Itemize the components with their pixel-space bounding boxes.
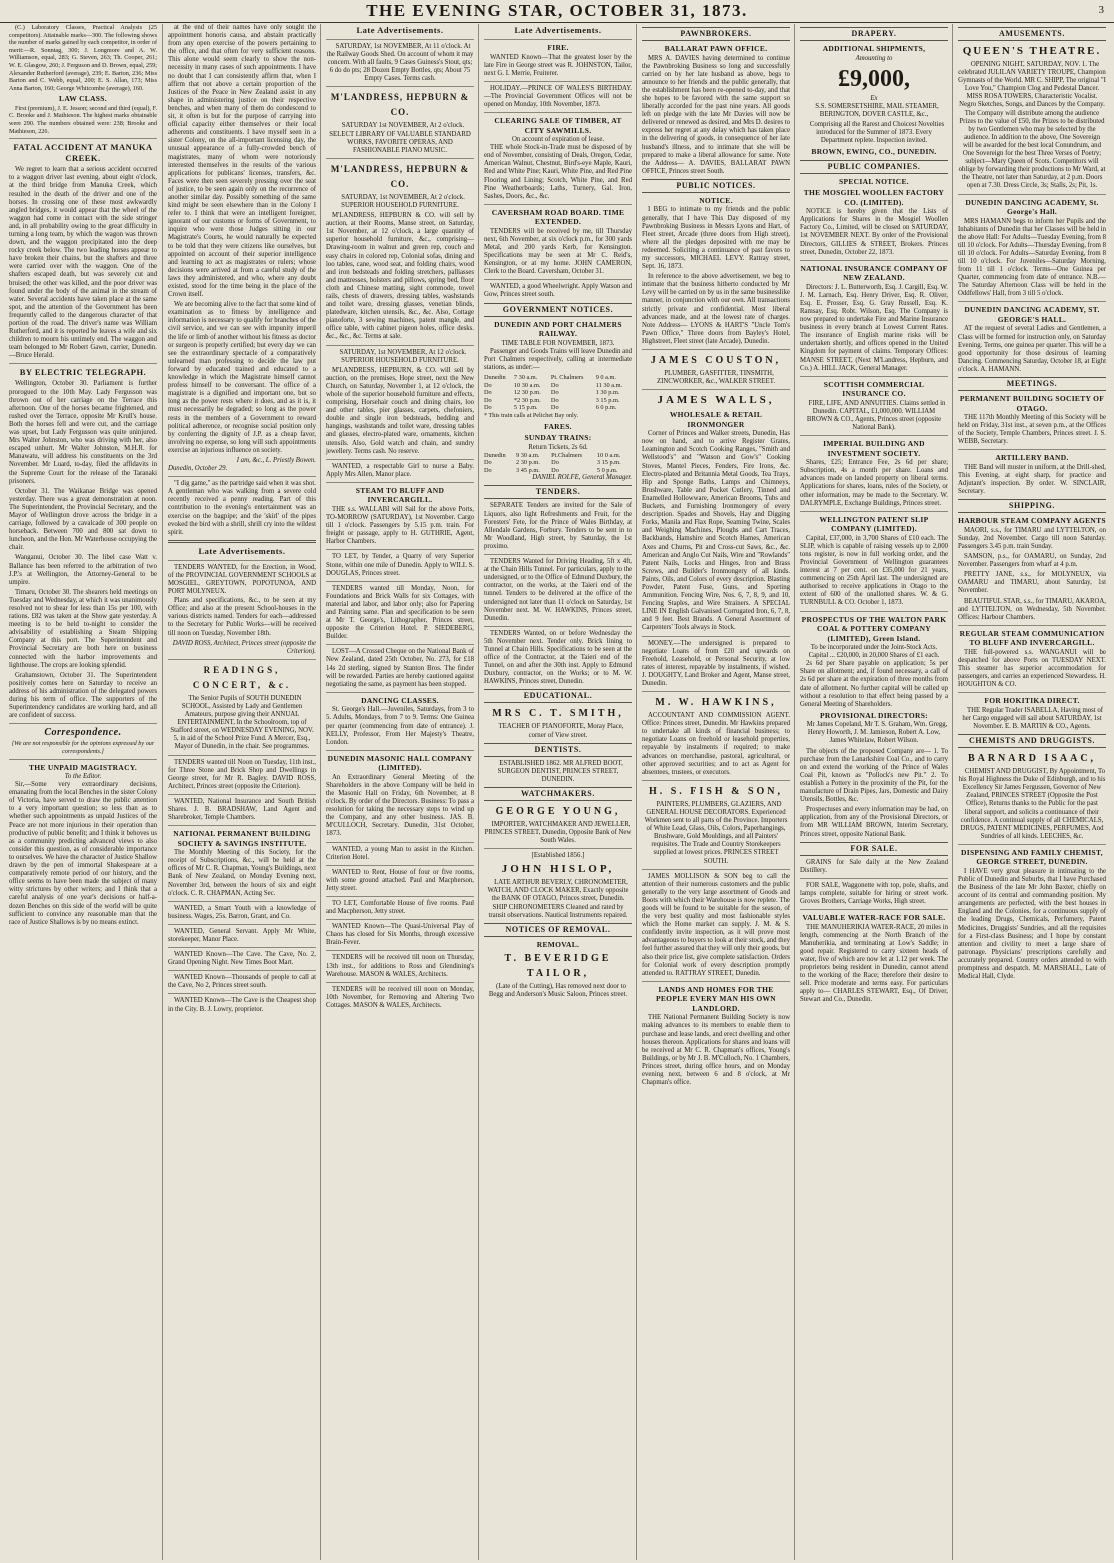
george-young-text: IMPORTER, WATCHMAKER AND JEWELLER, PRINCES STREET, Dunedin, Opposite Bank of New South Wales.: [484, 820, 632, 845]
hokitika-text: THE Regular Trader ISABELLA, Having most of her Cargo engaged will sail about SATURDAY, 1st November. E. B. MARTIN & CO., Agents.: [962, 706, 1104, 730]
drapery-heading: DRAPERY.: [800, 27, 948, 41]
fares-heading: FARES.: [544, 421, 572, 431]
timetable-cell: Do: [484, 466, 492, 474]
timetable-cell: 7 30 a.m.: [513, 373, 538, 381]
walton-objects-2: Prospectuses and every information may be had, on application, from any of the Provisional Directors, or from MR WILLIAM BROWN, Interim Secretary, Princes street, opposite National Bank.: [800, 806, 948, 838]
timetable-cell: 10 0 a.m.: [596, 451, 621, 459]
brown-ewing-signature: BROWN, EWING, CO., DUNEDIN.: [811, 147, 937, 157]
fish-heading: H. S. FISH & SON,: [648, 785, 784, 797]
walton-sub: To be incorporated under the Joint-Stock Acts.: [810, 644, 938, 652]
scottish-text: FIRE, LIFE, AND ANNUITIES. Claims settled in Dunedin. CAPITAL, £1,000,000. WILLIAM BROWN & CO., Agents, Princes street (opposite National Bank).: [806, 399, 946, 432]
cave-ad-3: WANTED Known—The Cave is the Cheapest shop in the City. B. J. Lowry, proprietor.: [168, 997, 316, 1013]
railway-text: Passenger and Goods Trains will leave Dunedin and Port Chalmers respectively, calling at intermediate stations, as under:—: [484, 347, 632, 371]
cave-ad-1: WANTED Known—The Cave. The Cave, No. 2, Grand Opening Night. New Times Boot Mart.: [168, 951, 316, 967]
couston-text: PLUMBER, GASFITTER, TINSMITH, ZINCWORKER, &c., WALKER STREET.: [656, 370, 776, 386]
timetable-row: [484, 382, 632, 390]
shipment-text: Comprising all the Rarest and Choicest Novelties introduced for the Summer of 1873. Every Department replete. Inspection invited.: [809, 120, 945, 145]
railway-note: * This train calls at Pelichet Bay only.: [484, 411, 578, 419]
dentist-text: ESTABLISHED 1862. MR ALFRED BOOT, SURGEON DENTIST, PRINCES STREET, DUNEDIN.: [497, 759, 623, 783]
timetable-row: [484, 467, 632, 475]
partridge-quote: "I dig game," as the partridge said when it was shot. A gentleman who was walking from a severe cold recently received a penny reading. Part of this contribution to the evening's entertainment was an exercise on the bagpipe; and the 'skirl' of the pipes evoked the bird with a shrill, shrill cry into the wildest spirit.: [168, 480, 316, 536]
amounting-to: Amounting to: [855, 54, 893, 62]
dancing-academy-2-text: AT the request of several Ladies and Gentlemen, a Class will be formed for instruction only, on Saturday Evening. Terms, one guinea per quarter. This will be a good opportunity for those desirous of learning Dancing. Commencing Saturday, October 18, at Eight o'clock. A. HAMANN.: [958, 325, 1106, 373]
ship-names: S.S. SOMERSETSHIRE, MAIL STEAMER, BERINGTON, DOVER CASTLE, &c.,: [815, 102, 939, 118]
ross-glendining-ad: TENDERS will be received till noon on Thursday, 13th inst., for additions to Ross and Glendining's Warehouse. MASON & WALES, Architects.: [326, 954, 474, 978]
telegraph-wellington: Wellington, October 30. Parliament is further prorogued to the 10th May. Lady Fergusson was thrown out of her carriage on the Terrace this afternoon. One of the horses became frightened, and rushed over the Terrace, opposite Mr Krull's house. Both the horses fell and were cut, and the carriage was upset, but Lady Fergusson was quite uninjured. Mrs Walter Johnston, who was driving with her, also escaped unhurt. Mr Walter Johnston, M.H.R. for Manawatu, will address his constituents on the 3rd November. Mr Luard, to-day, filed the affidavits in the Supreme Court for the release of the Taranaki prisoners.: [9, 380, 157, 485]
meetings-heading: MEETINGS.: [958, 377, 1106, 391]
timetable-cell: 11 30 a.m.: [595, 381, 623, 389]
walton-capital: Capital ... £20,000, in 20,000 Shares of £1 each.: [808, 652, 940, 660]
timetable-cell: 12 30 p.m.: [513, 389, 541, 397]
mlandress-furniture-heading: SATURDAY, 1st NOVEMBER, At 2 o'clock. SUPERIOR HOUSEHOLD FURNITURE.: [341, 193, 465, 209]
special-notice-heading: SPECIAL NOTICE.: [839, 176, 909, 186]
fish-text: PAINTERS, PLUMBERS, GLAZIERS, AND GENERAL HOUSE DECORATORS. Experienced Workmen sent to all parts of the Province. Importers of White Lead, Glass, Oils, Colors, Paperhangings, Brushware, Gold Mouldings, and all Painters' requisites. The Trade and Country Storekeepers supplied at lowest prices. PRINCES STREET SOUTH.: [644, 800, 788, 865]
hawkins-text: ACCOUNTANT AND COMMISSION AGENT. Office: Princes street, Dunedin. Mr Hawkins prepared to undertake all kinds of financial business; to negotiate Loans on freehold or leasehold properties, repayable by instalments if required; to make advances on merchandise, pastoral, agricultural, or other approved securities; and to act as Agent for absentees, trustees, or executors.: [642, 712, 790, 776]
insurance-shares-ad: WANTED, National Insurance and South British Shares. J. B. BRADSHAW, Land Agent and Sharebroker, Temple Chambers.: [168, 797, 316, 822]
page-number: 3: [1098, 4, 1104, 16]
timetable-cell: 5 15 p.m.: [513, 404, 538, 412]
george-young-heading: GEORGE YOUNG,: [495, 805, 621, 817]
railway-heading: DUNEDIN AND PORT CHALMERS RAILWAY.: [494, 319, 622, 339]
smith-heading: MRS C. T. SMITH,: [492, 708, 624, 720]
walls-subheading: WHOLESALE & RETAIL IRONMONGER: [669, 410, 763, 429]
cottages-tender-ad: TENDERS wanted till Monday, Noon, for Foundations and Brick Walls for six Cottages, with material and labor, and labor only; also for Papering and Painting same. Plan and specification to be seen at Mr T. George's, Lithographer, Princes street, opposite the Criterion Hotel. P. SIEDEBERG, Builder.: [326, 584, 474, 641]
railway-subheading: TIME TABLE FOR NOVEMBER, 1873.: [501, 339, 615, 347]
railway-timetable: [484, 374, 632, 412]
masonic-heading: DUNEDIN MASONIC HALL COMPANY (LIMITED).: [327, 753, 473, 773]
cave-ad-2: WANTED Known—Thousands of people to call at the Cave, No 2, Princes street south.: [168, 974, 316, 990]
hawkins-heading: M. W. HAWKINS,: [655, 697, 777, 709]
quarry-ad: TO LET, by Tender, a Quarry of very Superior Stone, within one mile of Dunedin. Apply to WILL S. DOUGLAS, Princes street.: [326, 553, 474, 577]
mlandress-hope-heading: SATURDAY, 1st NOVEMBER, At 12 o'clock. SUPERIOR HOUSEHOLD FURNITURE.: [339, 348, 467, 364]
removal-subheading: REMOVAL.: [536, 939, 580, 949]
provisional-directors-heading: PROVISIONAL DIRECTORS:: [820, 710, 928, 720]
pretty-jane-ad: PRETTY JANE, s.s., for MOLYNEUX, via OAMARU and TIMARU, about Saturday, 1st November.: [958, 571, 1106, 595]
mlandress-furniture-text: M'LANDRESS, HEPBURN & CO. will sell by auction, at their Rooms, Manse street, on Saturday, 1st November, at 12 o'clock, a large quantity of superior household furniture, &c., comprising— Drawing-room in walnut and green rep, couch and easy chairs in colored rep, Colonial sofas, dining and loo tables, cane, wood seat, and folding chairs, wood and iron bedsteads and folding stretchers, palliasses and mattresses, bolsters and pillows, spring bed, floor cloth and Chinese matting, sight commode, towel rails, chests of drawers, dressing tables, washstands and toilet ware, dressing glasses, venetian blinds, platedware, kitchen utensils, &c., &c. Also, Cottage pianoforte, 3 sewing machines, patent mangle, and office table, with cabinet pigeon holes, office desks. &c., &c., &c. Terms at sale.: [326, 212, 474, 341]
telegraph-timaru: Timaru, October 30. The shearers held meetings on Tuesday and Wednesday, at which it was unanimously resolved not to shear for less than 15s per 100, with rations. £82 was taken at the Show gate yesterday. A meeting is to be held to-night to consider the advisability of establishing a Steam Shipping Company at this port. The Superintendent and Provincial Secretary are both here on business connected with the harbor improvements and lighthouse. The crops are looking splendid.: [9, 588, 157, 669]
unpaid-magistracy-text: Sir,—Some very extraordinary decisions, emanating from the local Benches in the sister Colony of Victoria, have served to draw the public attention to a very important question; so less than as to whether such appointments as unpaid Justices of the Peace are not more injurious in their operation than productive of public benefit; and I think it behoves us as a community predicting advanced views to also consider this question, as of considerable importance to ourselves. We have the character of Justice Shallow drawn by the pen of immortal Shakespeare at a comparatively remote period of our history, and the office seems to have been made the subject of many witty strictures by other writers; and I think that a careful analysis of one year's decisions or half-a-dozen Benches on this side of the world will be quite sufficient to convince any reasonable man that the race of Justice Shallows is by no means extinct.: [9, 781, 157, 926]
beveridge-text: (Late of the Cutting), Has removed next door to Begg and Anderson's Music Saloon, Princes street.: [488, 983, 628, 999]
walls-text: Corner of Princes and Walker streets, Dunedin, Has now on hand, and to arrive Register Grates, Leamington and Scotch Cooking Ranges, "Smith and Wellstood's" and "Watson and Gow's" Cooking Stoves, Mantel Pieces, Fenders, Fire Irons, &c. Electro-plated and Britannia Metal Goods, Tea Trays, Hip and Sponge Baths, Lamps and Chimneys, Brushware, Table and Pocket Cutlery, Tinned and Enamelled Hollowware, American Brooms, Tubs and Buckets, and Furnishing Ironmongery of every description. Spades and Shovels, Hay and Digging Forks, Manila and Flax Rope, Seaming Twine, Scales and Weighing Machines, Ploughs and Cart Traces, Backbands, Hamshire and Scotch Hames, American Axes and Churns, Pit and Cross-cut Saws, &c., &c. American and Anglo Cut Nails, Wire and "Rowlands" Patent Nails, Locks and Hinges, Iron and Brass Screws, and Builder's Ironmongery of all kinds. Paints, Oils, and Colors of every description. Blasting Powder, Patent Fuse, Guns, and Sporting Ammunition. Fencing Wire, Nos. 6, 7, 8, 9, and 10, Fencing Staples, and Wire Strainers. A SPECIAL LINE IN English Galvanised Corrugated Iron, 6, 7, 8, and 9 feet. Best Brands. A General Assortment of Carpenters' Tools always in Stock.: [642, 430, 790, 632]
timetable-cell: Do: [550, 396, 559, 404]
timetable-cell: 3 45 p.m.: [516, 466, 540, 474]
timetable-row: [484, 459, 632, 467]
nic-text: Directors: J. L. Butterworth, Esq. J. Cargill, Esq. W. J. M. Larnach, Esq. Henry Driver, Esq. R. Oliver, Esq. E. Prosser, Esq. G. Gray Russell, Esq. K. Ramsay, Esq. Robt. Wilson, Esq. The Company is now prepared to undertake Fire and Marine Insurance business in every branch at Lowest Current Rates. The insurance of English marine risks will be undertaken shortly, and offices opened in the United Kingdom for payment of claims. Temporary Offices: MANSE STREET, (Next M'Landress, Hepburn, and Co.) A. HILL JACK, General Manager.: [800, 283, 948, 372]
law-class-heading: LAW CLASS.: [59, 94, 107, 104]
timetable-row: [484, 404, 632, 412]
timetable-cell: *2 30 p.m.: [513, 396, 541, 404]
water-race-text: THE MANUHERIKIA WATER-RACE, 20 miles in length, commencing at the North Branch of the Manuherikia, and terminating at Low's Saddle; in good repair. Registered to carry sixteen heads of water, five of which are now let at 1.12 per week. The proprietors being resident in Dunedin, cannot attend to the working of the Race; therefore their desire to sell. Price moderate and terms easy. For particulars apply to— CHARLES STEWART, Esq., Of Driver, Stewart and Co., Dunedin.: [800, 923, 948, 1004]
late-advertisements-heading: Late Advertisements.: [198, 545, 286, 556]
lands-heading: LANDS AND HOMES FOR THE PEOPLE EVERY MAN HIS OWN LANDLORD.: [656, 984, 776, 1013]
public-notices-heading: PUBLIC NOTICES.: [642, 179, 790, 193]
railway-shed-sale: SATURDAY, 1st NOVEMBER, At 11 o'clock. At the Railway Goods Shed. On account of whom it may concern. With all faults, 9 Cases Guiness's Stout, qts; 6 do do pts; 28 Dozen Empty Bottles, qts; About 75 Empty Cases. Terms cash.: [326, 43, 474, 83]
removing-cottages-ad: TENDERS will be received till noon on Monday, 10th November, for Removing and Altering Two Cottages. MASON & WALES, Architects.: [326, 985, 474, 1009]
chemists-heading: CHEMISTS AND DRUGGISTS.: [958, 734, 1106, 748]
nurse-girl-ad: WANTED, a respectable Girl to nurse a Baby. Apply Mrs Allen, Manor place.: [326, 462, 474, 478]
timetable-cell: Do: [550, 404, 559, 412]
fire-text: WANTED Known—That the greatest loser by the late Fire in George street was R. JOHNSTON, Tailor, next G. I. Merrie, Fruiterer.: [484, 53, 632, 77]
magistracy-cont-2: We are becoming alive to the fact that some kind of examination as to fitness by intelligence and information is necessary to qualify for branches of the civil service, and we can see with impunity imperil the life or limb of another without his fitness as doctor or surgeon is properly certified; but every day we can see the extraordinary spectacle of a comparatively unlearned man professing to decide the law put forward by educated trained and educated to a knowledge in which the Magistrate himself cannot profess himself to be conversant. The office of a magistrate is a dignified and important one, but so long as the power rests where it does, and as it is, it must necessarily be degraded; so long as the power rests in the members of a Government to reward political adherence, or recognise social position only by conferring the dignity of J.P. as a cheap favor, involving no expense, so long will such appointments exercise an injurious influence on society.: [168, 301, 316, 454]
queens-theatre-text: OPENING NIGHT, SATURDAY, NOV. 1. The celebrated JULILAN VARIETY TROUPE, Champion Gymnasts of the World. MR C. SHIPP, The original "I Love You," Champion Clog and Pedestal Dancer. MISS ROSA TOWERS, Characteristic Vocalist. Negro Sketches, Songs, and Dances by the Company. The Company will distribute among the audience Prizes to the value of £50, the Prizes to be distributed by two Gentlemen who may be selected by the audience. In addition to the above, One Sovereign will be awarded for the best local Conundrum, and One Sovereign for the best Three Verses of Poetry; subject—Mary Queen of Scots. Competitors will oblige by forwarding their productions to Mr Ward, at the Theatre, not later than Saturday, at 2 p.m. Doors open at 7.30. Dress Circle, 3s; Stalls, 2s; Pit, 1s.: [958, 61, 1106, 190]
columns: [4, 24, 1110, 1560]
rent-house-ad: WANTED to Rent, House of four or five rooms, with some ground attached. Paul and Macpherson, Jetty street.: [326, 868, 474, 892]
imperial-heading: IMPERIAL BUILDING AND INVESTMENT SOCIETY.: [823, 439, 925, 458]
timetable-row: [484, 389, 632, 397]
timetable-cell: Do: [484, 381, 492, 389]
clearing-sale-text: THE whole Stock-in-Trade must be disposed of by end of November, consisting of Deals, Oregon, Cedar, American Walnut, Chestnut, Bird's-eye Maple, Kauri, Red and White Pine; Kauri, White Pine, and Red Pine Flooring and Lining; Scotch, White Pine, and Red Pine Weatherboards; Laths, Turnery, Gal. Iron, Sashes, Doors, &c., &c.: [484, 144, 632, 200]
timetable-cell: Do: [484, 459, 492, 467]
timetable-cell: 5 0 p.m.: [596, 466, 618, 474]
beautiful-star-ad: BEAUTIFUL STAR, s.s., for TIMARU, AKAROA, and LYTTELTON, on Wednesday, 5th November. Offices: Harbour Chambers.: [958, 597, 1106, 621]
mosgiel-text: NOTICE is hereby given that the Lists of Applications for Shares in the Mosgiel Woollen Factory Co., Limited, will be closed on SATURDAY, 1st NOVEMBER NEXT. By order of the Provisional Directors, GILLIES & STREET, Brokers. Princes street, Dunedin, October 22, 1873.: [800, 208, 948, 256]
timetable-cell: 9 0 a.m.: [595, 373, 616, 381]
magistracy-signature: I am, &c., L. Priestly Bowen.: [236, 456, 316, 464]
maori-ad: MAORI, s.s., for TIMARU and LYTTELTON, on Sunday, 2nd November. Cargo till noon Saturday. Passengers 3.45 p.m. train Sunday.: [958, 526, 1106, 550]
money-ad: MONEY.—The undersigned is prepared to negotiate Loans of from £20 and upwards on Freehold, Leasehold, or Personal Security, at low rates of interest, repayable by instalments, if wished. J. DOUGHTY, Land Broker and Agent, Manse street, Dunedin.: [642, 639, 790, 687]
fire-heading: FIRE.: [547, 43, 569, 52]
dancing-academy-text: MRS HAMANN begs to inform her Pupils and the Inhabitants of Dunedin that her Classes will be held in the above Hall: For Adults—Tuesday Evening, from 8 till 10 o'clock. For Adults—Thursday Evening, from 8 till 10 o'clock. For Adults—Saturday Evening, from 8 till 10 o'clock. For Juveniles—Saturday Morning, from 11 till 1 o'clock. Terms—One Guinea per Quarter, commencing from date of entrance. N.B.—The Saturday Afternoon Class will be held in the Oddfellows' Hall, from 3 till 5 o'clock.: [958, 217, 1106, 298]
pbs-text: THE 117th Monthly Meeting of this Society will be held on Friday, 31st inst., at seven p.m., at the Offices of the Society, Temple Chambers, Princes street. J. S. WEBB, Secretary.: [958, 414, 1106, 446]
timetable-cell: 2 30 p.m.: [516, 459, 540, 467]
telegraph-oct31: October 31. The Waikanae Bridge was opened yesterday. There was a great demonstration at noon. The Superintendent, the Provincial Secretary, and the Mayor of Wellington drove across the bridge in a carriage, followed by a cavalcade of 300 people on horseback. Between 700 and 800 sat down to luncheon, and the Hon. Mr Waterhouse occupying the chair.: [9, 487, 157, 552]
column-6: [794, 24, 953, 1560]
telegraph-wanganui: Wanganui, October 30. The libel case Watt v. Ballance has been referred to the arbitration of two J.P.'s at Wellington, the Attorney-General to be umpire.: [9, 554, 157, 586]
hislop-text: LATE ARTHUR BEVERLY, CHRONOMETER, WATCH, AND CLOCK MAKER, Exactly opposite the BANK OF OTAGO, Princes street, Dunedin. SHIP CHRONOMETERS Cleaned and rated by transit observations. Nautical Instruments repaired.: [487, 879, 629, 919]
sunday-timetable: [484, 452, 632, 475]
nps-heading: NATIONAL PERMANENT BUILDING SOCIETY & SAVINGS INSTITUTE.: [173, 829, 311, 848]
timetable-cell: 6 0 p.m.: [595, 404, 617, 412]
sunday-trains-heading: SUNDAY TRAINS:: [524, 433, 592, 442]
imperial-text: Shares, £25; Entrance Fee, 2s 6d per share; Subscription, 4s a month per share. Loans and advances made on landed property on liberal terms. Applications for shares, loans, rules of the Society, or other information, may be made to the Secretary. W. DALRYMPLE, Exchange Buildings, Princes street.: [800, 459, 948, 507]
caversham-heading: CAVERSHAM ROAD BOARD. TIME EXTENDED.: [491, 207, 625, 227]
ex-label: Ex: [870, 94, 878, 102]
timetable-row: [484, 397, 632, 405]
beveridge-heading: T. BEVERIDGE TAILOR,: [504, 953, 612, 980]
mlandress-heading-1: M'LANDRESS, HEPBURN & CO.: [330, 92, 470, 118]
quasi-ad: WANTED Known—The Quasi-Universal Play of Chaos has closed for Six Months, through excessive Brain-Fever.: [326, 923, 474, 947]
correspondence-heading: Correspondence.: [44, 727, 122, 739]
hislop-heading: JOHN HISLOP,: [501, 863, 615, 876]
magistracy-place: Dunedin, October 29.: [168, 465, 228, 473]
hokitika-heading: FOR HOKITIKA DIRECT.: [984, 696, 1080, 706]
mlandress-hope-text: M'LANDRESS, HEPBURN, & CO. will sell by auction, on the premises, Hope street, next the New Church, on Saturday, November 1, at 12 o'clock, the whole of the superior household furniture and effects, comprising, Horsehair couch and dining chairs, loo and other tables, pier glasses, carpets, chefoniers, double and single iron bedsteads, bedding and hangings, washstands and toilet ware, dressing tables and glasses, electro-plated ware, ornaments, kitchen utensils. Also, Gold watch and chain, and sundry jewellery. Terms cash. No reserve.: [326, 366, 474, 455]
water-race-heading: VALUABLE WATER-RACE FOR SALE.: [802, 913, 946, 923]
notice-heading: NOTICE.: [699, 195, 733, 205]
timetable-cell: Do: [484, 404, 492, 412]
readings-heading: READINGS, CONCERT, &c.: [192, 664, 292, 690]
levy-notice-text: I BEG to intimate to my friends and the public generally, that I have This Day disposed of my Pawnbroking Business in Messrs Lyons and Hart, of Fleet street, Arcade (three doors from High street), where all the pledges deposited with me may be redeemed. Soliciting a continuance of past favors to my successors, MICHAEL LEVY. Rattray street, Sept. 16, 1873.: [642, 206, 790, 271]
column-7: [952, 24, 1111, 1560]
driving-heading-ad: TENDERS Wanted for Driving Heading, 5ft x 4ft, at the Chain Hills Tunnel. For particulars, apply to the undersigned, or to the Office of Edmund Duxbury, the contractor, on the works, at the Taieri end of the tunnel. Tenders to be delivered at the office of the undersigned not later than 11 o'clock on Saturday, 1st November next. M. W. HAWKINS, Princes street, Dunedin.: [484, 558, 632, 622]
holiday-notice: HOLIDAY.—PRINCE OF WALES'S BIRTHDAY.—The Provincial Government Offices will not be opened on Monday, 10th November, 1873.: [484, 84, 632, 108]
readings-text: The Senior Pupils of SOUTH DUNEDIN SCHOOL, Assisted by Lady and Gentlemen Amateurs, purpose giving their ANNUAL ENTERTAINMENT, In the Schoolroom, top of Stafford street, on WEDNESDAY EVENING, NOV. 5, in aid of the School Prize Fund. A Mercer, Esq., Mayor of Dunedin, in the chair. See programmes.: [170, 694, 314, 751]
timetable-cell: Pt. Chalmers: [550, 373, 584, 381]
walton-objects: The objects of the proposed Company are— 1. To purchase from the Lanarkshire Coal Co., and to carry on and extend the working of the Prince of Wales Coal Pit, known as "Pollock's new Pit." 2. To establish a Pottery in the proximity of the Pit, for the manufacture of Drain Pipes, Jars, Domestic and Dairy Utensils, Bottles, &c.: [800, 747, 948, 804]
column-5: [636, 24, 795, 1560]
steam-bluff-text: THE s.s. WALLABI will Sail for the above Ports, TO-MORROW (SATURDAY), 1st November. Cargo till 1 o'clock. Passengers by 5.15 p.m. train. For freight or passage, apply to H. GUTHRIE, Agent, Harbor Chambers.: [326, 505, 474, 546]
wellington-slip-heading: WELLINGTON PATENT SLIP COMPANY (LIMITED).: [819, 514, 929, 534]
ballarat-heading: BALLARAT PAWN OFFICE.: [664, 44, 768, 53]
timetable-cell: 3 15 p.m.: [595, 396, 620, 404]
timetable-cell: Do: [550, 389, 559, 397]
nps-text: The Monthly Meeting of this Society, for the receipt of Subscriptions, &c., will be held at the offices of Mr C. R. Chapman, Young's Buildings, next Bank of New Zealand, on Monday Evening next, November 3rd, between the hours of six and eight o'clock. C. R. CHAPMAN, Acting Sec.: [168, 849, 316, 897]
steam-bluff-heading: STEAM TO BLUFF AND INVERCARGILL.: [355, 485, 445, 505]
nic-heading: NATIONAL INSURANCE COMPANY OF NEW ZEALAND.: [800, 263, 948, 283]
dancing-academy-heading: DUNEDIN DANCING ACADEMY, St. George's Hall.: [965, 197, 1099, 216]
fatal-accident-heading: FATAL ACCIDENT AT MANUKA CREEK.: [13, 142, 153, 164]
caversham-text: TENDERS will be received by me, till Thursday next, 6th November, at six o'clock p.m., for 300 yards Metal, and 200 yards Kerb, for Kensington. Specifications may be seen at Mr C. Reid's, Kensington, or at my home. JOHN CAMERON, Clerk to the Board. Caversham, October 31.: [484, 227, 632, 276]
timetable-row: [484, 452, 632, 460]
for-sale-heading: FOR SALE.: [800, 842, 948, 856]
watchmakers-heading: WATCHMAKERS.: [484, 787, 632, 801]
late-advertisements-heading-2: Late Advertisements.: [356, 25, 444, 35]
couston-heading: JAMES COUSTON,: [650, 355, 782, 366]
tender-schools-signature: DAVID ROSS, Architect, Princes street (opposite the Criterion).: [172, 639, 316, 655]
hislop-established: [Established 1856.]: [531, 852, 585, 860]
fatal-accident-text: We regret to learn that a serious accident occurred to a waggon driver last evening, about eight o'clock, at the third bridge from Manuka Creek, which resulted in the death of the driver and one of the horses. In crossing one of these most awkwardly angled bridges, it would appear that the wheel of the waggon had come in contact with the side stringer and, in all probability owing to the great difficulty in turning a long team, by which the wagon was thrown down, and the waggon precipitated into the deep rocky creek below. The two leading horses appear to have broken their chains, but the shafters and three were carried over with the waggon. One of the shafters escaped death, but was severely cut and bruised; the other was killed, and the poor driver was found under the body of the animal in the stream of water. Several accidents have taken place at the same spot, and the attention of the Government has been frequently called to the dangerous character of that portion of the road. The driver's name was William Rutherford, and it is reported he leaves a wife and six children to mourn his untimely end. The waggon and team belonged to Mr Robert Gawn, carrier, Dunedin.—Bruce Herald.: [9, 166, 157, 360]
lost-cheque-ad: LOST—A Crossed Cheque on the National Bank of New Zealand, dated 25th October, No. 273, for £18 14s 2d sterling, signed by Stanton Bros. The finder will be rewarded. Parties are hereby cautioned against negotiating the same, as payment has been stopped.: [326, 648, 474, 688]
dispensing-heading: DISPENSING AND FAMILY CHEMIST, GEORGE STREET, DUNEDIN.: [961, 847, 1103, 867]
unpaid-to-editor: To the Editor.: [64, 773, 102, 780]
harbour-agents-heading: HARBOUR STEAM COMPANY AGENTS: [958, 516, 1106, 526]
to-let-ad: TO LET, Comfortable House of five rooms. Paul and Macpherson, Jetty street.: [326, 900, 474, 916]
ballarat-text: MRS A. DAVIES having determined to continue the Pawnbroking Business so long and successfully carried on by her late husband as above, begs to announce to her friends and the public generally, that the establishment has been re-opened to-day, and that she hopes to be favored with the same support so liberally accorded for the past nine years. All goods left on pledge with the late Mr Davies will now be delivered or renewed as desired, and Mrs D. desires to express her regret at any delay which has taken place in the delivering of goods, in consequence of her late husband's illness, and to intimate that she will be prepared to make a liberal allowance for same. Note the Address— A. DAVIES, BALLARAT PAWN OFFICE, Princes street South.: [642, 54, 790, 175]
dispensing-text: I HAVE very great pleasure in intimating to the Public of Dunedin and Suburbs, that I have Purchased the Business of the late Mr John Baxter, chiefly on account of its central and commanding position. My arrangements are perfected, with the best houses in England and the Colonies, for a continuous supply of the leading Drugs, Chemicals, Perfumery, Patent Medicines, Druggists' Sundries, and all the requisites for a First-class Business; and I hope by constant attention and civility to meet a large share of patronage. Physicians' prescriptions carefully and accurately prepared. Country orders attended to with promptness and despatch. M. MARSHALL, Late of Medical Hall, Clyde.: [958, 867, 1106, 981]
mlandress-heading-2: M'LANDRESS, HEPBURN & CO.: [330, 163, 470, 189]
regular-steam-text: THE full-powered s.s. WANGANUI will be despatched for above Ports on TUESDAY NEXT. This steamer has superior accommodation for passengers, and carries an experienced Stewardess. H. HOUGHTON & CO.: [958, 648, 1106, 689]
barnard-isaac-text: CHEMIST AND DRUGGIST, By Appointment, To his Royal Highness the Duke of Edinburgh, and to his Excellency Sir James Fergussen, Governor of New Zealand, PRINCES STREET (Opposite the Post Office), Returns thanks to the Public for the past liberal support, and solicits a continuance of their confidence. A continual supply of all CHEMICALS, DRUGS, PATENT MEDICINES, PERFUMES, And Sundries of all kinds. LEECHES, &c.: [958, 768, 1106, 840]
timetable-cell: Pt.Chalmers: [551, 451, 583, 459]
timetable-cell: Do: [551, 466, 559, 474]
timetable-cell: 3 15 p.m.: [596, 459, 621, 467]
timetable-cell: Dunedin: [484, 451, 506, 459]
tender-schools-heading: TENDERS WANTED, for the Erection, in Wood, of the PROVINCIAL GOVERNMENT SCHOOLS at MOSGIEL, GREYTOWN, POPOTUNOA, AND PORT MOLYNEUX.: [168, 563, 316, 596]
wellington-slip-text: Capital, £37,000, in 3,700 Shares of £10 each. The SLIP, which is capable of raising vessels up to 2,000 tons register, is now in full working order, and the Provincial Government of Wellington guarantees interest at 7 per cent. on £35,000 for 21 years, commencing on 25th April last. The undersigned are authorised to receive applications in Otago to the extent of 600 of the unallotted shares. W. & G. TURNBULL & CO. October 1, 1873.: [800, 534, 948, 607]
walton-heading: PROSPECTUS OF THE WALTON PARK COAL & POTTERY COMPANY (LIMITED), Green Island.: [801, 614, 947, 643]
timetable-cell: Do: [484, 396, 492, 404]
mollison-ad: JAMES MOLLISON & SON beg to call the attention of their numerous customers and the public generally to the very large assortment of Goods and Boots with which their Warehouse is now replete. The goods will be found to be suitable for the season, of the very best quality and most fashionable styles which the Home market can supply. J. M. & S. confidently invite inspection, as it will prove most advantageous to buyers to look at their stock, and they feel further assured that they will only their goods, but also their price list, give complete satisfaction. Orders for Colonial work of every description promptly attended to. RATTRAY STREET, Dunedin.: [642, 872, 790, 977]
railway-signature: DANIEL ROLFE, General Manager.: [532, 474, 632, 482]
tender-shop-ad: TENDERS wanted till Noon on Tuesday, 11th inst., for Three Stone and Brick Shop and Dwellings in George street, for Mr R. Bagley. DAVID ROSS, Architect, Princes street (opposite the Criterion).: [168, 758, 316, 790]
smith-text: TEACHER OF PIANOFORTE, Moray Place, corner of View street.: [498, 723, 624, 739]
artillery-band-heading: ARTILLERY BAND.: [995, 453, 1069, 463]
lyons-hart-text: In reference to the above advertisement, we beg to intimate that the business hitherto conducted by Mr Levy will be carried on by us in the same businesslike manner, in conjunction with our own. All transactions strictly private and confidential. Most liberal advances made, and at the lowest rate of charges. Note Address— LYONS & HART'S "Uncle Tom's Pawn Office," Three doors from Bayley's Hotel, Highstreet, Fleet street (late Arcade), Dunedin.: [642, 273, 790, 345]
clearing-sale-heading: CLEARING SALE OF TIMBER, AT CITY SAWMILLS.: [494, 116, 622, 135]
clearing-sale-sub: On account of expiration of lease.: [511, 136, 605, 144]
telegraph-grahamstown: Grahamstown, October 31. The Superintendent positively comes here on Saturday to receive an address of his administration of the delegated powers during his term of office. The supporters of the Superintendency candidates are working hard, and all are confident of success.: [9, 671, 157, 720]
sunday-trains-sub: Return Tickets, 2s 6d.: [528, 443, 588, 451]
educational-heading: EDUCATIONAL.: [484, 689, 632, 703]
smart-youth-ad: WANTED, a Smart Youth with a knowledge of business. Wages, 25s. Barron, Grant, and Co.: [168, 904, 316, 920]
column-3: [320, 24, 479, 1560]
samson-ad: SAMSON, p.s., for OAMARU, on Sunday, 2nd November. Passengers from wharf at 4 p.m.: [958, 553, 1106, 569]
dancing-classes-text: St. George's Hall.—Juveniles, Saturdays, from 3 to 5. Adults, Mondays, from 7 to 9. Terms: One Guinea per quarter (commencing from date of entrance). J. KELLY, Professor, From Her Majesty's Theatre, London.: [326, 706, 474, 746]
column-1: [4, 24, 162, 1560]
grains-ad: GRAINS for Sale daily at the New Zealand Distillery.: [800, 858, 948, 874]
scottish-heading: SCOTTISH COMMERCIAL INSURANCE CO.: [823, 379, 925, 399]
timetable-cell: 1 30 p.m.: [595, 389, 620, 397]
timetable-cell: Do: [484, 389, 492, 397]
timetable-cell: 10 30 a.m.: [513, 381, 541, 389]
mlandress-library-sale: SATURDAY 1st NOVEMBER, At 2 o'clock. SELECT LIBRARY OF VALUABLE STANDARD WORKS, FAVORITE OPERAS, AND FASHIONABLE PIANO MUSIC.: [329, 122, 471, 154]
shipment-amount: £9,000,: [838, 65, 910, 92]
timetable-cell: Do: [550, 381, 559, 389]
barnard-isaac-heading: BARNARD ISAAC,: [967, 753, 1097, 765]
masthead: [0, 0, 1114, 23]
regular-steam-heading: REGULAR STEAM COMMUNICATION TO BLUFF AND INVERCARGILL.: [959, 628, 1105, 648]
public-companies-heading: PUBLIC COMPANIES.: [800, 160, 948, 174]
young-man-ad: WANTED, a young Man to assist in the Kitchen. Criterion Hotel.: [326, 845, 474, 861]
telegraph-heading: BY ELECTRIC TELEGRAPH.: [19, 367, 147, 378]
waggonette-ad: FOR SALE, Waggonette with top, pole, shafts, and lamps complete, suitable for hiring or street work. Groves Brothers, Carriage Works, High street.: [800, 881, 948, 905]
government-notices-heading: GOVERNMENT NOTICES.: [484, 303, 632, 317]
magistracy-cont-1: at the end of their names have only sought the appointment honoris causa, and abstain practically from any open exercise of the powers pertaining to the office, and that often for very sufficient reasons. This alone would seem clearly to show the non-necessity in many cases of such appointments. I have no doubt that I can consistently affirm that, when I affirm that not above a certain proportion of the Justices of the Peace in New Zealand assist in any shape in administering justice on their respective benches, and when many of them do condescend to sit, it often is but for the purpose of carrying into official capacity either themselves or their local adherents and constituents. I have myself seen in a sister Colony, on the all-important licensing day, the unusual appearance of a fully-crowded bench of magistrates, many of whom were notoriously interested themselves in the results of the various applications for publicans' licenses, transfers, &c. Faces were then seen severely pressing over the seat of justice, to be seen again only on the recurrence of another similar day. Possibly something of the same kind might be seen elsewhere than in the Colony I refer to. I think that were an intelligent foreigner, ignorant of our customs or forms of Government, to inquire who were those Judges sitting in our Magistrate's Courts, he would naturally be expected to be told that they were citizens like ourselves, but appointed on account of their superior intelligence and learning to act as magistrates or rulers; whose decisions were arrived at from a careful study of the laws they administered, and who, where any doubt existed, stood for the time being in the place of the Crown itself.: [168, 24, 316, 299]
masthead-title: THE EVENING STAR, OCTOBER 31, 1873.: [366, 1, 748, 20]
correspondence-note: [We are not responsible for the opinions expressed by our correspondents.]: [11, 740, 155, 755]
amusements-heading: AMUSEMENTS.: [958, 27, 1106, 41]
provisional-directors: Mr James Copeland, Mr T. S. Graham, Wm. Gregg, Henry Howorth, J. M. Jamieson, Robert A. Low, James Whitelaw, Robert Wilson.: [806, 721, 948, 745]
unpaid-magistracy-heading: THE UNPAID MAGISTRACY.: [28, 762, 138, 772]
masonic-text: An Extraordinary General Meeting of the Shareholders in the above Company will be held in the Masonic Hall on Friday, 6th November, at 8 o'clock. By order of the Directors. Business: To pass a resolution for taking the necessary steps to wind up the Company, and any other business. JAS. B. M'CULLOCH, Secretary. Dunedin, 31st October, 1873.: [326, 773, 474, 838]
brick-lining-ad: TENDERS Wanted, on or before Wednesday the 5th November next. Tender only. Brick lining to Tunnel at Chain Hills. Specifications to be seen at the office of the Contractor, at the Taieri end of the Tunnel, on and after the 30th inst. Apply to Edmund Duxbury, contractor, on the Works; or to M. W. HAWKINS, Princes street, Dunedin.: [484, 629, 632, 686]
dancing-academy-2-heading: DUNEDIN DANCING ACADEMY, ST. GEORGE'S HALL.: [964, 305, 1100, 324]
timetable-cell: Do: [551, 459, 559, 467]
artillery-band-text: THE Band will muster in uniform, at the Drill-shed, This Evening, at eight sharp, for practice and Adjutant's inspection. By order. W. SINCLAIR, Secretary.: [958, 463, 1106, 496]
column-2: [162, 24, 321, 1560]
class-lists-text: (C.) Laboratory Classes, Practical Analysis (25 competitors). Attainable marks—300. The following shows the number of marks gained by each competitor, in order of merit:—R. Sonntag, 300; J. Longmore and A. W. Williamson, equal, 283; G. Steven, 263; Th. Cooper, 261; W. E. Glasgow, 260; J. Ferguson and D. Brown, equal, 259; Alexander Rutherford (average), 239; E. Barton, 236; Miss Barton and C. Webb, equal, 200; E. S. Allan, 173; Miss Anna Barton, 160; George Whitcombe (average), 160.: [9, 24, 157, 92]
separate-tenders-ad: SEPARATE Tenders are invited for the Sale of Liquors, also light Refreshments and Fruit, for the Foresters' Fete, for the Prince of Wales Birthday, at Allendale Gardens, Forbury. Tenders to be sent in to Mr Woodland, High street, by Saturday, the 1st proximo.: [484, 502, 632, 550]
pawnbrokers-heading: PAWNBROKERS.: [642, 27, 790, 41]
general-servant-ad: WANTED, General Servant. Apply Mr White, storekeeper, Manor Place.: [168, 927, 316, 943]
queens-theatre-heading: QUEEN'S THEATRE.: [962, 45, 1102, 57]
walton-text: 2s 6d per Share payable on application; 5s per Share on allotment; and, if found necessary, a call of 2s 6d per share at the expiration of three months from date of allotment. No further capital will be called up without a resolution to that effect being passed by a General Meeting of Shareholders.: [800, 660, 948, 708]
timetable-row: [484, 374, 632, 382]
timetable-cell: Dunedin: [484, 373, 506, 381]
shipping-heading: SHIPPING.: [958, 499, 1106, 513]
dancing-classes-heading: DANCING CLASSES.: [361, 695, 439, 705]
column-4: [478, 24, 637, 1560]
pbs-heading: PERMANENT BUILDING SOCIETY OF OTAGO.: [959, 394, 1105, 413]
lands-text: THE National Permanent Building Society is now making advances to its members to enable them to purchase and lease lands, and erect dwelling and other houses thereon. Applications for shares and loans will be received at Mr C. R. Chapman's offices, Young's Buildings, or by Mr J. B. M'Culloch, No. 1 Chambers, Princes street, during office hours, and on Monday evening next, between 6 and 8 o'clock, at Mr Chapman's office.: [642, 1014, 790, 1087]
mosgiel-heading: THE MOSGIEL WOOLLEN FACTORY CO. (LIMITED).: [803, 188, 945, 207]
wheelwright-ad: WANTED, a good Wheelwright. Apply Watson and Gow, Princes street south.: [484, 283, 632, 299]
walls-heading: JAMES WALLS,: [657, 394, 775, 407]
tender-schools-text: Plans and specifications, &c., to be seen at my Office; and also at the present School-houses in the various districts named. Tenders for each—addressed to the Secretary for Public Works—will be received till noon on Tuesday, November 18th.: [168, 597, 316, 637]
removal-notices-heading: NOTICES OF REMOVAL.: [484, 923, 632, 937]
late-advertisements-heading-3: Late Advertisements.: [514, 25, 602, 35]
tenders-heading: TENDERS.: [484, 485, 632, 499]
law-class-text: First (premium), J. E. Jesson; second and third (equal), F. C. Brooke and J. Mathieson. The highest marks obtainable were 290. The numbers obtained were: 238; Brooke and Mathieson, 226.: [9, 104, 157, 135]
shipments-heading: ADDITIONAL SHIPMENTS,: [822, 44, 926, 53]
dentists-heading: DENTISTS.: [484, 743, 632, 757]
timetable-cell: 9 30 a.m.: [516, 451, 540, 459]
